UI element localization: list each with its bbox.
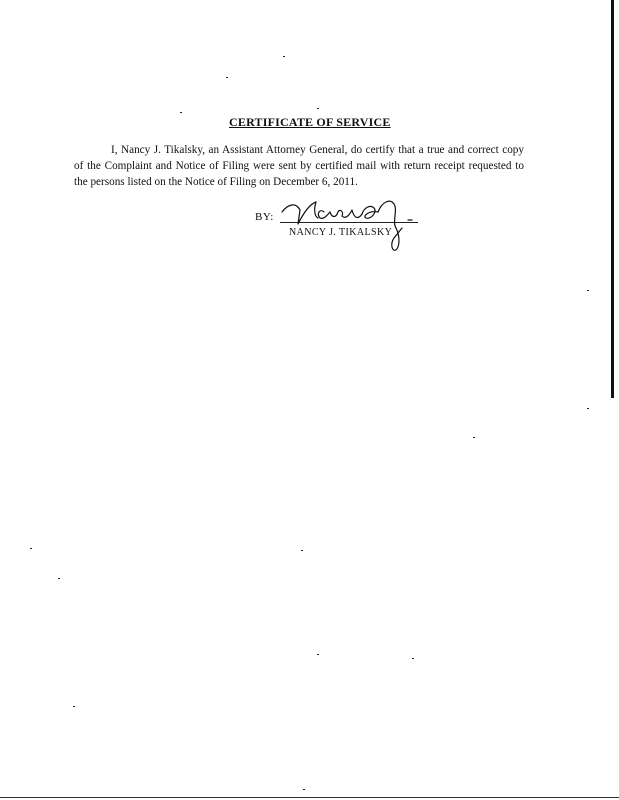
scan-speck [473,437,475,438]
scan-speck [30,548,32,549]
scan-speck [226,77,228,78]
scan-speck [317,108,319,109]
footer-rule [0,797,619,798]
scan-speck [587,408,589,409]
signer-name: NANCY J. TIKALSKY [289,227,393,238]
scan-speck [317,654,319,655]
handwritten-signature [270,190,430,255]
certificate-title: CERTIFICATE OF SERVICE [229,115,391,129]
scan-speck [301,550,303,551]
scan-speck [283,56,285,57]
by-label: BY: [255,211,274,223]
scan-speck [303,789,305,790]
scan-speck [180,112,182,113]
certificate-body: I, Nancy J. Tikalsky, an Assistant Attorney General, do certify that a true and correct copy of the Complaint and Notice of Filing were sent by certified mail with return receipt requested to the persons listed on the Notice of Filing on December 6, 2011. [74,144,524,188]
scan-edge-rule [611,0,614,398]
scan-speck [58,578,60,579]
scan-speck [73,706,75,707]
scan-speck [587,290,589,291]
scan-speck [412,658,414,659]
